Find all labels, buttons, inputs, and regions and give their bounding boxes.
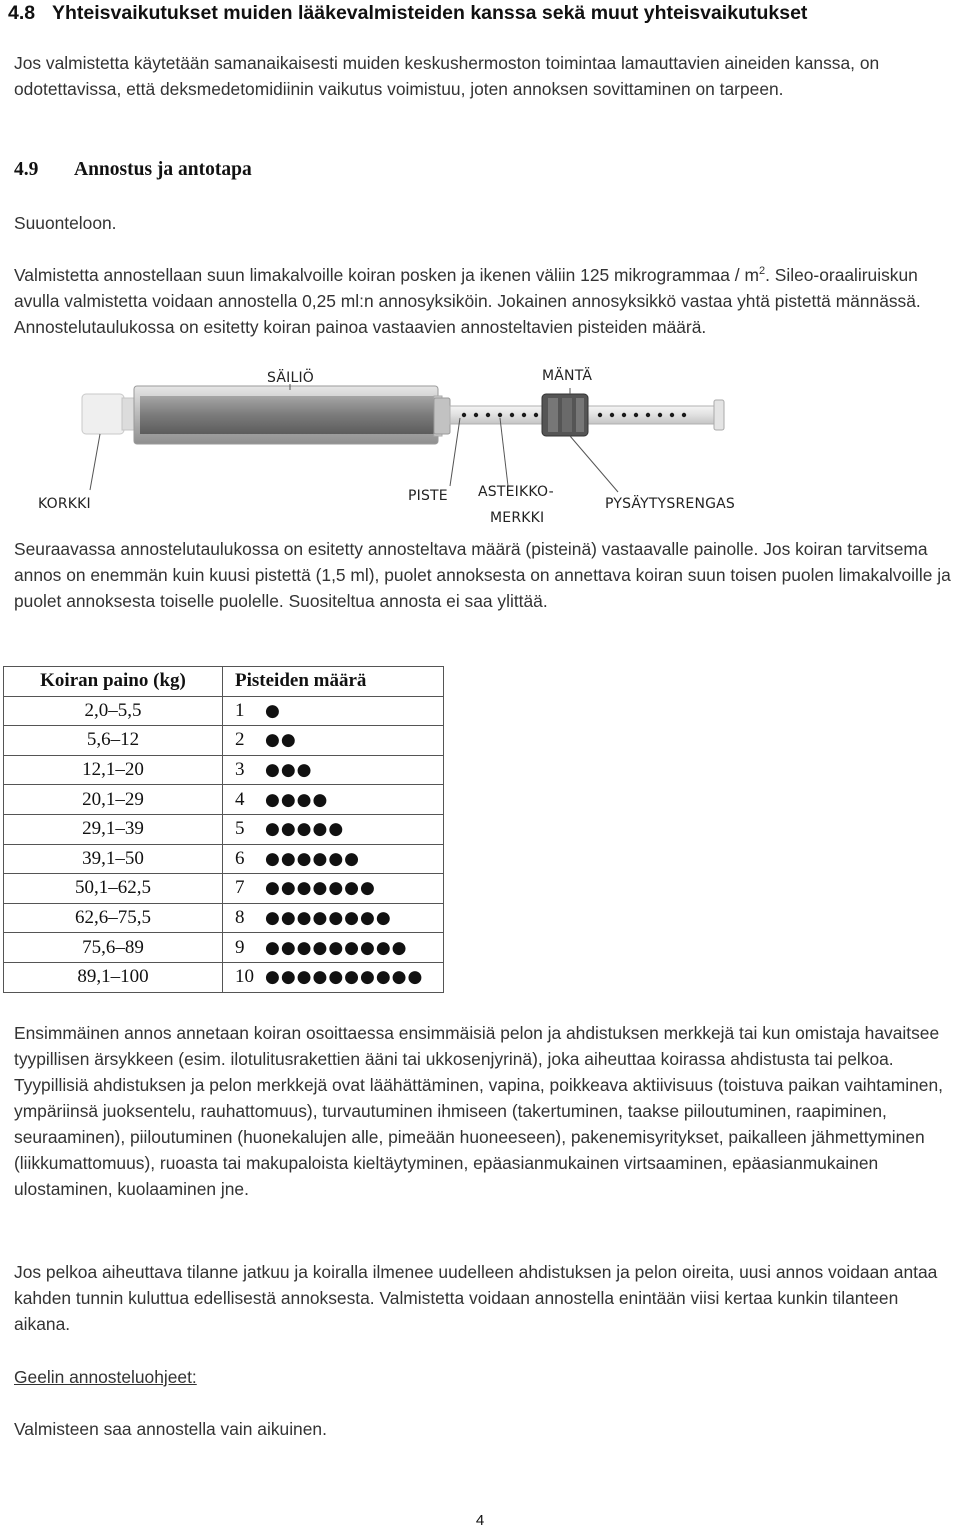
table-row (4, 785, 444, 815)
dot-symbols: ●● (265, 730, 297, 751)
dot-symbols: ● (265, 700, 281, 721)
gel-instructions-text: Valmisteen saa annostella vain aikuinen. (14, 1419, 327, 1439)
dots-cell (223, 844, 444, 874)
label-dot: PISTE (408, 488, 448, 504)
plunger-end (714, 400, 724, 430)
dosing-table (3, 666, 444, 993)
dot-count: 6 (235, 847, 245, 869)
dot-count: 7 (235, 877, 245, 899)
subsection-title: Annostus ja antotapa (74, 159, 252, 180)
dot-symbols: ●●●●●●●●● (265, 937, 408, 958)
dot-symbols: ●●●●●●●●●● (265, 967, 424, 988)
label-cap: KORKKI (38, 496, 91, 512)
table-row (4, 962, 444, 992)
dot-count: 10 (235, 966, 254, 988)
weight-cell: 50,1–62,5 (4, 874, 223, 904)
weight-cell: 75,6–89 (4, 933, 223, 963)
repeat-dose-paragraph: Jos pelkoa aiheuttava tilanne jatkuu ja koiralla ilmenee uudelleen ahdistuksen ja pelon oireita, uusi annos voidaan antaa kahden tunnin kuluttua edellisestä annoksesta. Valmistetta voidaan annostella enintään viisi kertaa kunkin tilanteen aikana. (14, 1262, 938, 1334)
dosing-text-1: Valmistetta annostellaan suun limakalvoille koiran posken ja ikenen väliin 125 mikrogrammaa / m (14, 265, 759, 285)
table-intro-paragraph: Seuraavassa annostelutaulukossa on esitetty annosteltava määrä (pisteinä) vastaavalle painolle. Jos koiran tarvitsema annos on enemmän kuin kuusi pistettä (1,5 ml), puolet annoksesta on annettava koiran suun toisen puolen limakalvoille ja puolet annoksesta toiselle puolelle. Suositeltua annosta ei saa ylittää. (14, 539, 951, 611)
dot-count: 9 (235, 936, 245, 958)
dot-count: 2 (235, 729, 245, 751)
table-row (4, 814, 444, 844)
dots-cell (223, 903, 444, 933)
dots-cell (223, 726, 444, 756)
table-row (4, 874, 444, 904)
dot-symbols: ●●●●●●● (265, 878, 376, 899)
label-scale-1: ASTEIKKO- (478, 484, 554, 500)
syringe-figure (30, 362, 760, 530)
dot-symbols: ●●●●● (265, 819, 345, 840)
page-number: 4 (475, 1512, 485, 1529)
gel-instructions-heading: Geelin annosteluohjeet: (14, 1367, 197, 1387)
stop-ring-ridge (562, 398, 572, 432)
dosing-superscript: 2 (758, 265, 766, 278)
weight-cell: 89,1–100 (4, 962, 223, 992)
label-scale-2: MERKKI (490, 510, 545, 526)
dot-symbols: ●●● (265, 760, 313, 781)
weight-cell: 2,0–5,5 (4, 696, 223, 726)
interactions-paragraph: Jos valmistetta käytetään samanaikaisesti muiden keskushermoston toimintaa lamauttavien aineiden kanssa, on odotettavissa, että deksmedetomidiinin vaikutus voimistuu, joten annoksen sovittaminen on tarpeen. (14, 53, 880, 99)
first-dose-paragraph: Ensimmäinen annos annetaan koiran osoittaessa ensimmäisiä pelon ja ahdistuksen merkkejä tai kun omistaja havaitsee tyypillisen ärsykkeen (esim. ilotulitusrakettien ääni tai ukkosenjyrinä), joka aiheuttaa koirassa ahdistusta tai pelkoa. Tyypillisiä ahdistuksen ja pelon merkkejä ovat läähättäminen, vapina, poikkeava aktiivisuus (toistuva paikan vaihtaminen, ympäriinsä juoksentelu, rauhattomuus), turvautuminen ihmiseen (takertuminen, taakse piiloutuminen, raapiminen, seuraaminen), piiloutuminen (huonekalujen alle, pimeään huoneeseen), pakenemisyritykset, paikalleen jähmettyminen (liikkumattomuus), ruoasta tai makupaloista kieltäytyminen, epäasianmukainen virtsaaminen, epäasianmukainen ulostaminen, kuolaaminen jne. (14, 1023, 943, 1199)
table-row (4, 755, 444, 785)
table-row (4, 726, 444, 756)
section-title: Yhteisvaikutukset muiden lääkevalmisteiden kanssa sekä muut yhteisvaikutukset (52, 2, 808, 24)
section-heading (8, 0, 807, 26)
dot-count: 3 (235, 759, 245, 781)
weight-cell: 62,6–75,5 (4, 903, 223, 933)
dosing-text-2: Sileo-oraaliruiskun avulla valmistetta voidaan annostella 0,25 ml:n annosyksiköin. Jokainen annosyksikkö vastaa yhtä pistettä männässä. Annostelutaulukossa on esitetty koiran painoa vastaavien annosteltavien pisteiden määrä. (14, 265, 921, 337)
table-row (4, 903, 444, 933)
label-stop-ring: PYSÄYTYSRENGAS (605, 496, 736, 512)
dots-cell (223, 785, 444, 815)
table-row (4, 933, 444, 963)
dots-cell (223, 696, 444, 726)
dot-symbols: ●●●●●●●● (265, 908, 392, 929)
weight-cell: 39,1–50 (4, 844, 223, 874)
route-paragraph: Suuonteloon. (14, 213, 117, 233)
dots-cell (223, 874, 444, 904)
stop-ring-ridge (576, 398, 584, 432)
syringe-flange-rim (434, 398, 450, 434)
header-dots: Pisteiden määrä (223, 667, 444, 697)
dot-count: 1 (235, 699, 245, 721)
subsection-heading (14, 157, 252, 183)
table-row (4, 696, 444, 726)
weight-cell: 29,1–39 (4, 814, 223, 844)
header-weight: Koiran paino (kg) (4, 667, 223, 697)
subsection-number: 4.9 (14, 159, 39, 180)
weight-cell: 12,1–20 (4, 755, 223, 785)
dot-symbols: ●●●●●● (265, 848, 361, 869)
dots-cell (223, 933, 444, 963)
dosing-text-1-end: . (765, 265, 770, 285)
dots-cell (223, 962, 444, 992)
table-row (4, 844, 444, 874)
dot-count: 4 (235, 788, 245, 810)
table-header-row (4, 667, 444, 697)
label-plunger: MÄNTÄ (542, 368, 593, 384)
weight-cell: 20,1–29 (4, 785, 223, 815)
dot-symbols: ●●●● (265, 789, 329, 810)
stop-ring-ridge (548, 398, 558, 432)
dots-cell (223, 755, 444, 785)
section-number: 4.8 (8, 2, 36, 24)
syringe-liquid (140, 396, 434, 434)
label-barrel: SÄILIÖ (267, 370, 315, 386)
dosing-paragraph (14, 262, 958, 340)
dot-count: 5 (235, 818, 245, 840)
weight-cell: 5,6–12 (4, 726, 223, 756)
syringe-cap (82, 394, 124, 434)
dots-cell (223, 814, 444, 844)
dot-count: 8 (235, 907, 245, 929)
table-body (4, 696, 444, 992)
